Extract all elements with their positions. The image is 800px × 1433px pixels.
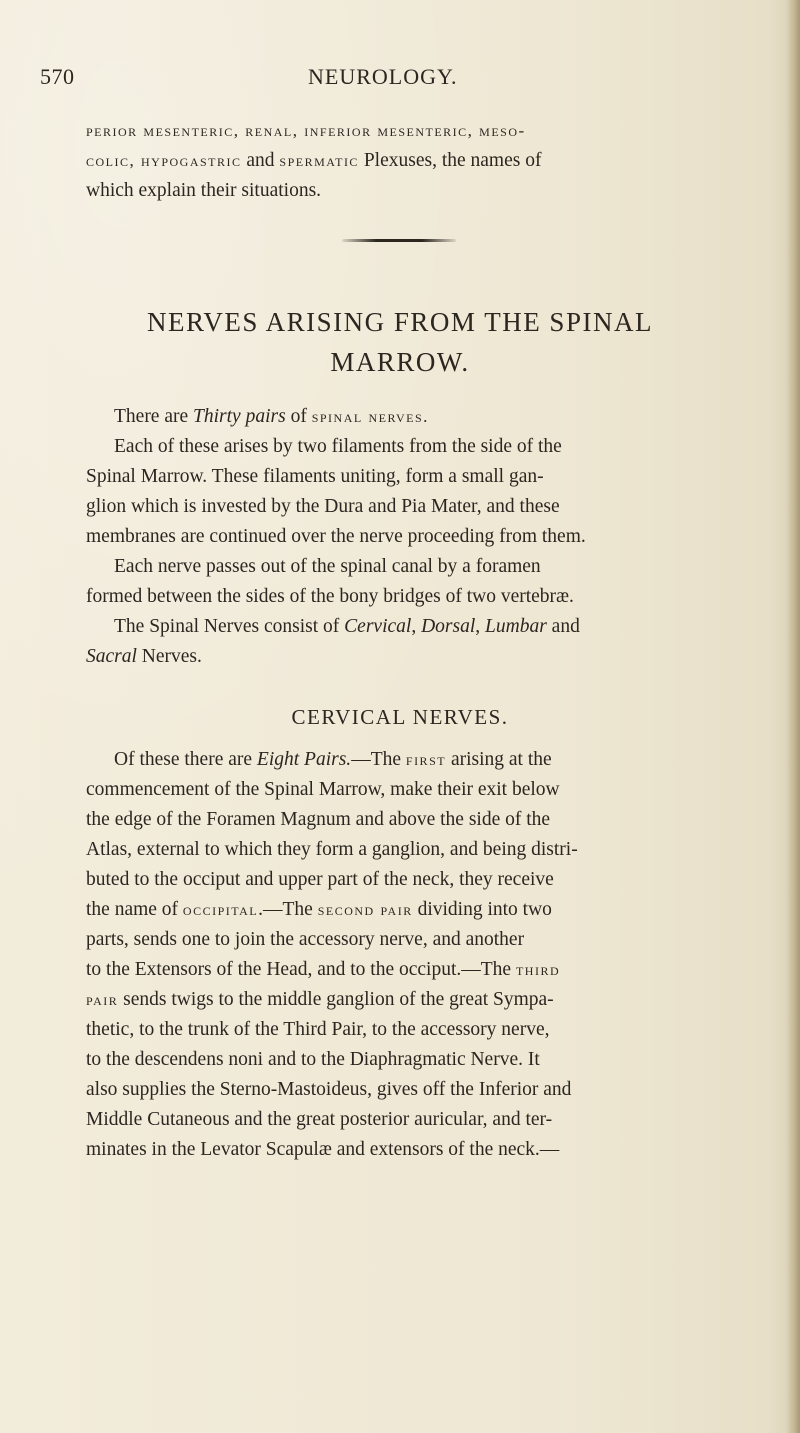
page-edge-shadow [786,0,800,1433]
section-heading [40,302,760,382]
intro-paragraph [86,116,766,206]
section-divider-rule [342,239,456,242]
para3-line-9: pair sends twigs to the middle ganglion of the great Sympa- [86,989,554,1010]
para2-line-5: Each nerve passes out of the spinal canal by a foramen [114,556,541,577]
section-heading-line-1: NERVES ARISING FROM THE SPINAL [147,307,653,337]
para3-line-12: also supplies the Sterno-Mastoideus, gives off the Inferior and [86,1079,572,1100]
para2-line-4: membranes are continued over the nerve proceeding from them. [86,526,586,547]
para2-line-6: formed between the sides of the bony bridges of two vertebræ. [86,586,574,607]
para3-line-7: parts, sends one to join the accessory nerve, and another [86,929,525,950]
para3-line-6: the name of occipital.—The second pair dividing into two [86,899,552,920]
para2-line-7: The Spinal Nerves consist of Cervical, Dorsal, Lumbar and [114,616,580,637]
para3-line-4: Atlas, external to which they form a ganglion, and being distri- [86,839,578,860]
paragraph-cervical [86,745,766,1165]
intro-line-3: which explain their situations. [86,180,322,201]
para3-line-10: thetic, to the trunk of the Third Pair, to the accessory nerve, [86,1019,550,1040]
para2-line-2: Spinal Marrow. These filaments uniting, form a small gan- [86,466,544,487]
para3-line-11: to the descendens noni and to the Diaphragmatic Nerve. It [86,1049,540,1070]
intro-line-2: colic, hypogastric and spermatic Plexuses, the names of [86,150,542,171]
intro-line-1: perior mesenteric, renal, inferior mesenteric, meso- [86,121,526,140]
para2-line-3: glion which is invested by the Dura and Pia Mater, and these [86,496,560,517]
cervical-nerves-heading: CERVICAL NERVES. [291,705,509,729]
running-title: NEUROLOGY. [308,64,458,89]
para2-line-1: Each of these arises by two filaments from the side of the [114,436,562,457]
para1-line: There are Thirty pairs of spinal nerves. [114,406,429,427]
running-head [40,64,760,94]
para3-line-13: Middle Cutaneous and the great posterior auricular, and ter- [86,1109,553,1130]
para3-line-14: minates in the Levator Scapulæ and extensors of the neck.— [86,1139,560,1160]
section-heading-line-2: MARROW. [330,347,470,377]
para3-line-3: the edge of the Foramen Magnum and above the side of the [86,809,551,830]
para3-line-5: buted to the occiput and upper part of the neck, they receive [86,869,554,890]
para3-line-1: Of these there are Eight Pairs.—The first arising at the [114,749,552,770]
para3-line-2: commencement of the Spinal Marrow, make their exit below [86,779,560,800]
para2-line-8: Sacral Nerves. [86,646,202,667]
paragraph-thirty-pairs [86,402,766,432]
paragraph-filaments [86,432,766,672]
para3-line-8: to the Extensors of the Head, and to the occiput.—The third [86,959,561,980]
page-number: 570 [40,64,75,89]
